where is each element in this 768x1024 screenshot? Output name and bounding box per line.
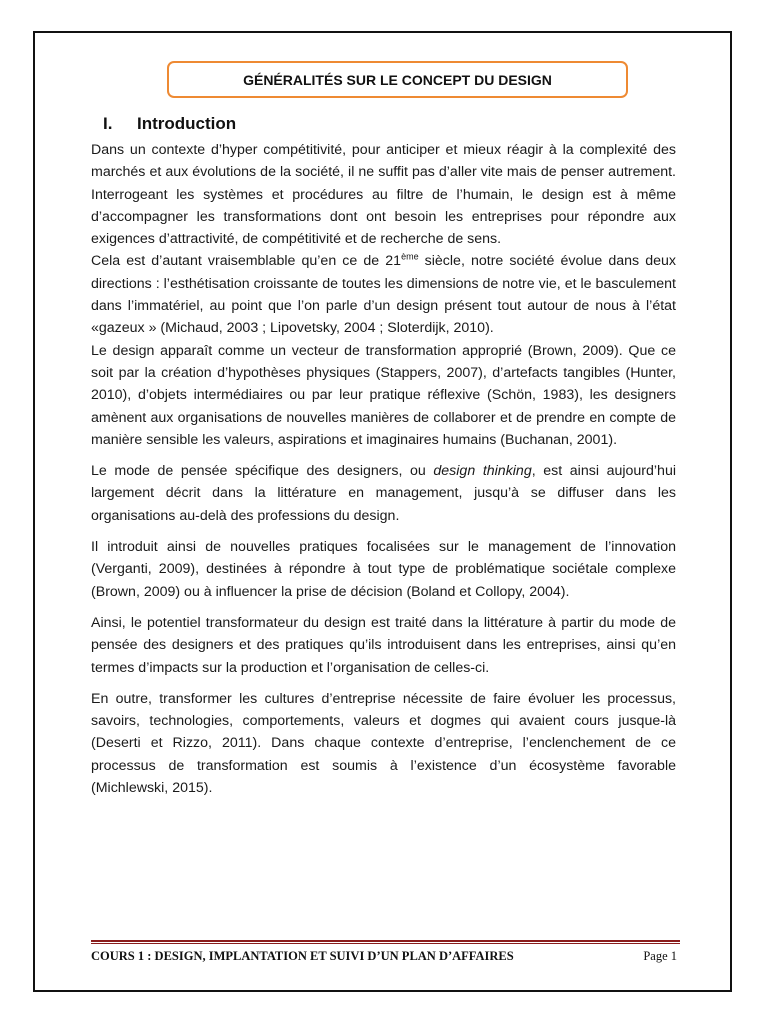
emphasis-text: design thinking (433, 463, 532, 480)
paragraph (91, 460, 676, 527)
paragraph (91, 250, 676, 339)
paragraph: Il introduit ainsi de nouvelles pratiques focalisées sur le management de l’innovation (Verganti, 2009), destinées à répondre à tout type de problématique sociétale complexe (Brown, 2009) ou à influencer la prise de décision (Boland et Collopy, 2004). (91, 539, 676, 600)
paragraph: Dans un contexte d’hyper compétitivité, pour anticiper et mieux réagir à la complexité des marchés et aux évolutions de la société, il ne suffit pas d’aller vite mais de penser autrement. Interrogeant les systèmes et procédures au filtre de l’humain, le design est à même d’accompagner les transformations dont ont besoin les entreprises pour répondre aux exigences d’attractivité, de compétitivité et de recherche de sens. (91, 142, 676, 248)
paragraph-text: , est ainsi aujourd’hui largement décrit dans la littérature en management, jusqu’à se diffuser dans les organisations au-delà des professions du design. (91, 463, 676, 524)
paragraph: Le design apparaît comme un vecteur de transformation approprié (Brown, 2009). Que ce soit par la création d’hypothèses physiques (Stappers, 2007), d’artefacts tangibles (Hunter, 2010), d’objets intermédiaires ou par leur pratique réflexive (Schön, 1983), les designers amènent aux organisations de nouvelles manières de collaborer et de prendre en compte de manière sensible les valeurs, aspirations et imaginaires humains (Buchanan, 2001). (91, 342, 676, 448)
paragraph: Ainsi, le potentiel transformateur du design est traité dans la littérature à partir du mode de pensée des designers et des pratiques qu’ils introduisent dans les entreprises, ainsi qu’en termes d’impacts sur la production et l’organisation de celles-ci. (91, 614, 676, 676)
footer-course-title: COURS 1 : DESIGN, IMPLANTATION ET SUIVI D’UN PLAN D’AFFAIRES (91, 949, 514, 963)
paragraph: En outre, transformer les cultures d’entreprise nécessite de faire évoluer les processus, savoirs, technologies, comportements, valeurs et dogmes qui avaient cours jusque-là (Deserti et Rizzo, 2011). Dans chaque contexte d’entreprise, l’enclenchement de ce processus de transformation est soumis à l’existence d’un écosystème favorable (Michlewski, 2015). (91, 690, 676, 797)
section-number: I. (103, 114, 113, 133)
document-title-box (167, 61, 628, 98)
section-title: Introduction (137, 114, 237, 133)
paragraph-text: siècle, notre société évolue dans deux directions : l’esthétisation croissante de toutes les dimensions de notre vie, et le basculement dans l’immatériel, au point que l’on parle d’un design présent tout autour de nous à l’état «gazeux » (Michaud, 2003 ; Lipovetsky, 2004 ; Sloterdijk, 2010). (91, 253, 676, 337)
section-heading (103, 114, 236, 134)
footer-page-number: Page 1 (643, 949, 677, 963)
footer-rule (91, 940, 680, 944)
document-body (91, 139, 676, 799)
superscript: ème (401, 251, 419, 262)
document-title: GÉNÉRALITÉS SUR LE CONCEPT DU DESIGN (243, 71, 552, 88)
paragraph-text: Cela est d’autant vraisemblable qu’en ce de 21 (91, 253, 402, 270)
paragraph-text: Le mode de pensée spécifique des designers, ou (91, 463, 434, 480)
